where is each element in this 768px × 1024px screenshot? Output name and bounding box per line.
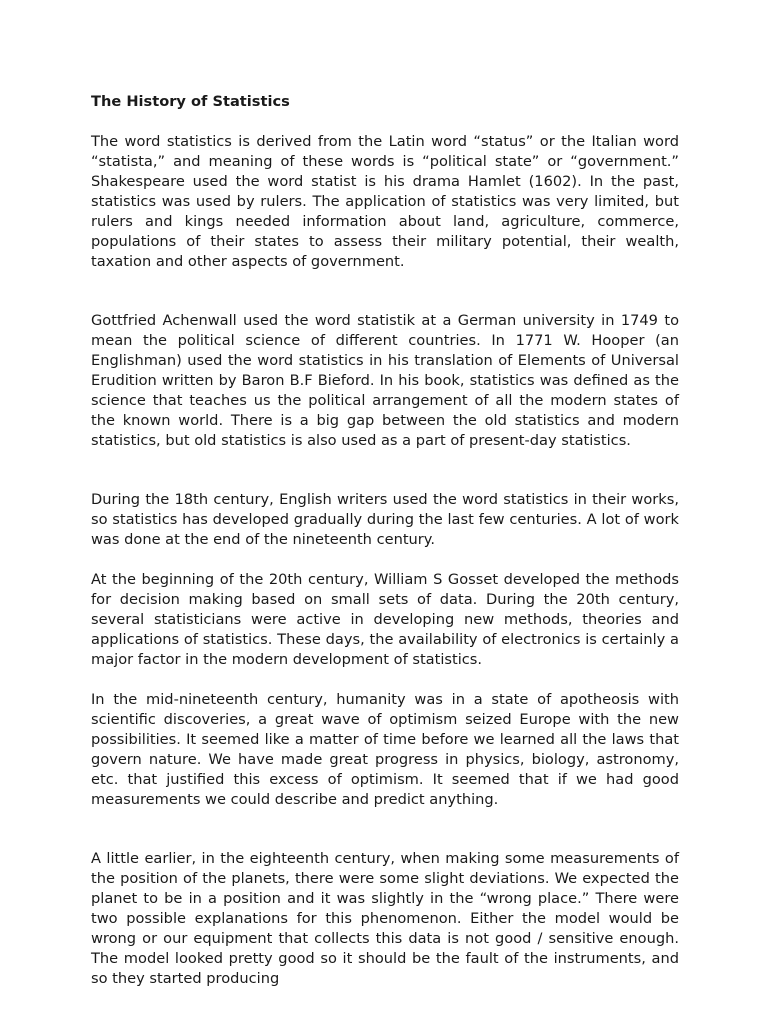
paragraph-1: The word statistics is derived from the Latin word “status” or the Italian word “statista,” and meaning of these words is “political state” or “government.” Shakespeare used the word statist is his drama Hamlet (1602). In the past, statistics was used by rulers. The application of statistics was very limited, but rulers and kings needed information about land, agriculture, commerce, populations of their states to assess their military potential, their wealth, taxation and other aspects of government. [91, 133, 679, 270]
paragraph-3: During the 18th century, English writers used the word statistics in their works, so statistics has developed gradually during the last few centuries. A lot of work was done at the end of the nineteenth century. [91, 491, 679, 548]
document-title: The History of Statistics [91, 93, 290, 110]
paragraph-6: A little earlier, in the eighteenth century, when making some measurements of the position of the planets, there were some slight deviations. We expected the planet to be in a position and it was slightly in the “wrong place.” There were two possible explanations for this phenomenon. Either the model would be wrong or our equipment that collects this data is not good / sensitive enough. The model looked pretty good so it should be the fault of the instruments, and so they started producing [91, 850, 679, 987]
paragraph-4: At the beginning of the 20th century, William S Gosset developed the methods for decision making based on small sets of data. During the 20th century, several statisticians were active in developing new methods, theories and applications of statistics. These days, the availability of electronics is certainly a major factor in the modern development of statistics. [91, 571, 679, 668]
paragraph-2: Gottfried Achenwall used the word statistik at a German university in 1749 to mean the political science of different countries. In 1771 W. Hooper (an Englishman) used the word statistics in his translation of Elements of Universal Erudition written by Baron B.F Bieford. In his book, statistics was defined as the science that teaches us the political arrangement of all the modern states of the known world. There is a big gap between the old statistics and modern statistics, but old statistics is also used as a part of present-day statistics. [91, 312, 679, 449]
paragraph-5: In the mid-nineteenth century, humanity was in a state of apotheosis with scientific discoveries, a great wave of optimism seized Europe with the new possibilities. It seemed like a matter of time before we learned all the laws that govern nature. We have made great progress in physics, biology, astronomy, etc. that justified this excess of optimism. It seemed that if we had good measurements we could describe and predict anything. [91, 691, 679, 808]
document-body [91, 92, 679, 989]
